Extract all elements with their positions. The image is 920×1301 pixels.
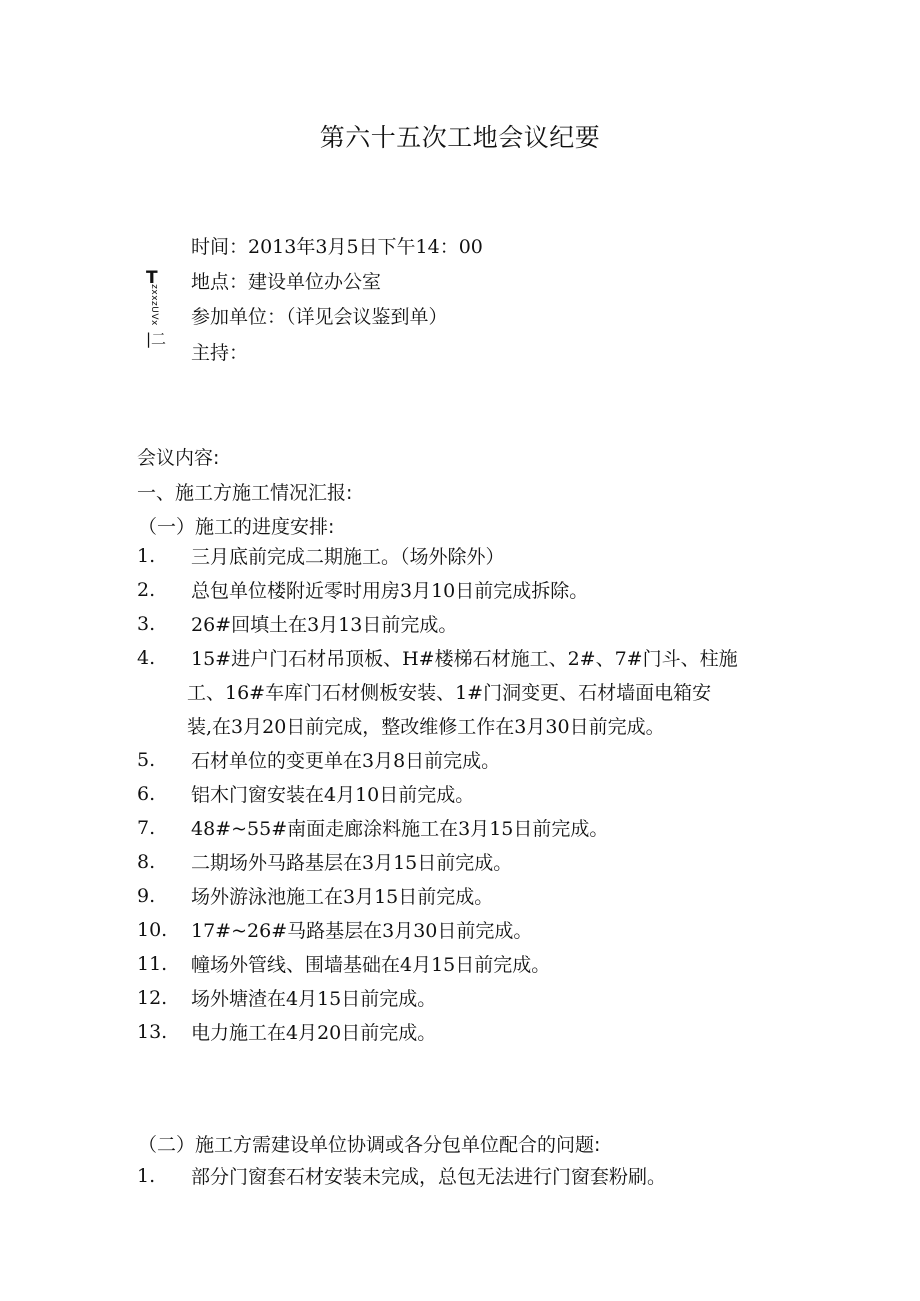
list-item-text [191,545,505,579]
margin-bars: |二 [146,330,167,348]
list-item-line: 场外游泳池施工在3月15日前完成。 [191,886,494,908]
list-item-number: 1. [137,545,156,567]
list-item-line: 二期场外马路基层在3月15日前完成。 [191,852,513,874]
list-item-text [191,749,500,783]
list-item-number: 2. [137,579,156,601]
list-item-number: 7. [137,817,156,839]
list-item-text [191,817,608,851]
list-item-text [187,647,738,749]
meeting-host: 主持： [191,342,249,364]
list-item-line: 电力施工在4月20日前完成。 [191,1022,437,1044]
list-item-number: 8. [137,851,156,873]
list-item-line: 总包单位楼附近零时用房3月10日前完成拆除。 [191,580,589,602]
list-item-number: 6. [137,783,156,805]
list-item-line: 三月底前完成二期施工。（场外除外） [191,546,505,568]
list-item-line: 铝木门窗安装在4月10日前完成。 [191,784,475,806]
list-item-line: 工、16#车库门石材侧板安装、1#门洞变更、石材墙面电箱安 [187,682,712,704]
list-item-text [191,579,588,613]
content-label: 会议内容: [137,447,220,469]
list-item-line: 场外塘渣在4月15日前完成。 [191,988,437,1010]
list-item-line: 幢场外管线、围墙基础在4月15日前完成。 [191,954,551,976]
subsection-2-title: （二）施工方需建设单位协调或各分包单位配合的问题: [138,1134,601,1156]
list-item-line: 15#进户门石材吊顶板、H#楼梯石材施工、2#、7#门斗、柱施 [191,648,738,670]
list-item-number: 13. [137,1021,168,1043]
list-item-number: 10. [137,919,168,941]
subsection-1-title: （一）施工的进度安排: [138,516,335,538]
list-item-text [191,783,474,817]
list-item-line: 装,在3月20日前完成，整改维修工作在3月30日前完成。 [187,716,665,738]
list-item-line: 部分门窗套石材安装未完成，总包无法进行门窗套粉刷。 [191,1166,667,1188]
list-item-number: 5. [137,749,156,771]
meeting-location: 地点：建设单位办公室 [191,271,382,293]
list-item-number: 9. [137,885,156,907]
list-item-number: 1. [137,1165,156,1187]
meeting-time: 时间：2013年3月5日下午14：00 [191,236,483,258]
list-item-text [191,953,550,987]
meeting-participants: 参加单位：（详见会议鉴到单） [191,306,448,328]
list-item-number: 12. [137,987,168,1009]
list-item-text [191,851,512,885]
list-item-line: 48#~55#南面走廊涂料施工在3月15日前完成。 [191,818,609,840]
margin-rotated-text: zxxzUVx [148,284,159,326]
list-item-line: 石材单位的变更单在3月8日前完成。 [191,750,501,772]
list-item-text [191,987,436,1021]
margin-mark: T [146,268,158,288]
list-item-text [191,613,457,647]
list-item-text [191,1165,666,1199]
list-item-number: 4. [137,647,156,669]
list-item-text [191,919,532,953]
list-item-number: 11. [137,953,168,975]
list-item-text [191,1021,436,1055]
margin-annotation [143,268,169,348]
document-title: 第六十五次工地会议纪要 [319,123,601,152]
list-item-number: 3. [137,613,156,635]
list-item-line: 26#回填土在3月13日前完成。 [191,614,458,636]
section-1-title: 一、施工方施工情况汇报: [137,482,353,504]
list-item-text [191,885,493,919]
list-item-line: 17#~26#马路基层在3月30日前完成。 [191,920,533,942]
